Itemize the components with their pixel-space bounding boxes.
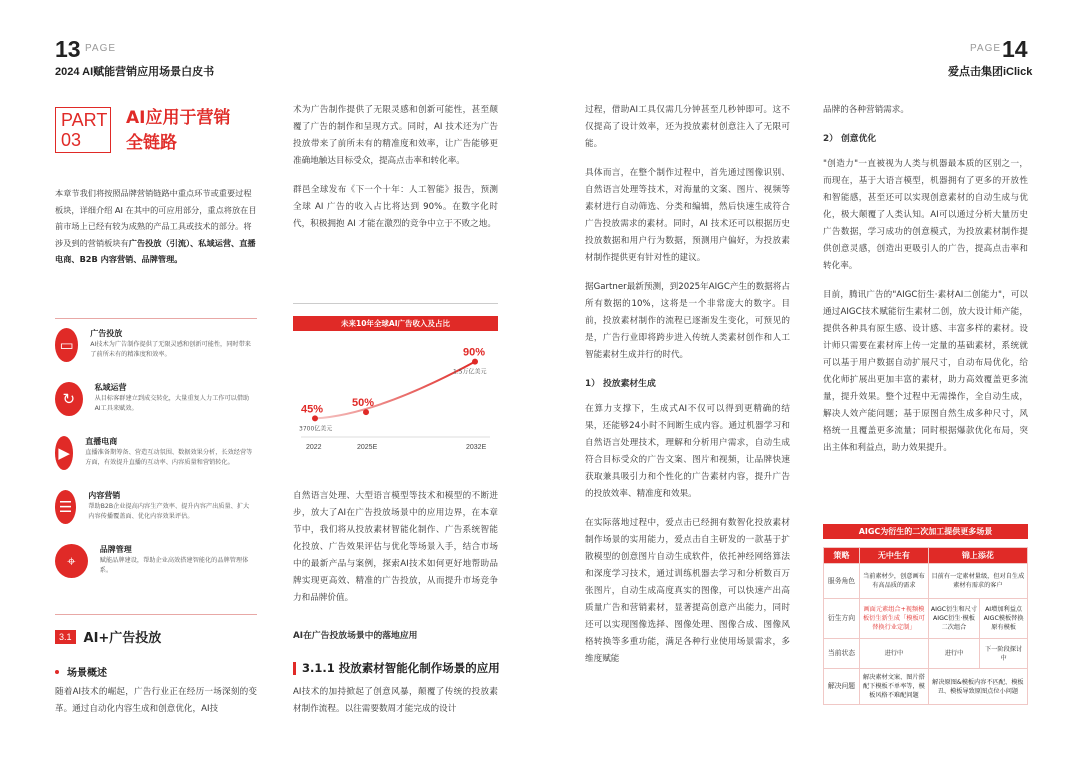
- feature-desc: 赋能品牌建设，帮助企业高效搭建智能化的品牌管理体系。: [99, 557, 249, 574]
- monitor-icon: ▭: [55, 328, 78, 362]
- paragraph: 群邑全球发布《下一个十年：人工智能》报告，预测全球 AI 广告的收入占比将达到 90%。在数字化时代，积极拥抱 AI 才能在激烈的竞争中立于不败之地。: [293, 185, 498, 229]
- table-title: AIGC为衍生的二次加工提供更多场景: [823, 524, 1028, 539]
- table-header: 无中生有: [860, 548, 929, 564]
- section-number: 3.1: [55, 630, 76, 644]
- table-row: [824, 599, 1028, 639]
- section-title: AI+广告投放: [83, 631, 162, 646]
- part-title-line-2: 全链路: [126, 133, 177, 153]
- aigc-table-block: [823, 524, 1028, 705]
- feature-item: [55, 544, 255, 598]
- feature-title: 内容营销: [88, 491, 121, 500]
- feature-desc: AI技术为广告制作提供了无限灵感和创新可能性，同时带来了前所未有的精准度和效率。: [90, 341, 251, 358]
- landing-heading: AI在广告投放场景中的落地应用: [293, 631, 418, 641]
- paragraph: 术为广告制作提供了无限灵感和创新可能性，甚至颠覆了广告的制作和呈现方式。同时，AI 技术还为广告投放带来了前所未有的精准度和效率，让广告能够更准确地触达目标受众，提高点击率和转化率。: [293, 105, 498, 166]
- table-cell: 进行中: [860, 639, 929, 669]
- table-cell: 目前有一定素材量级，但对自生成素材有需求的客户: [928, 564, 1027, 599]
- divider: [55, 614, 257, 615]
- table-header-row: [824, 548, 1028, 564]
- table-cell: 服务角色: [824, 564, 860, 599]
- feature-desc: 直播准备期筹备、营造互动氛围、数据效果分析，长效经营等方面，有效提升直播的互动率、内容质量和营销转化。: [85, 449, 253, 466]
- heading-bar: [293, 662, 296, 675]
- revenue-chart: [293, 316, 498, 458]
- paragraph: 在算力支撑下，生成式AI不仅可以得到更精确的结果，还能够24小时不间断生成内容。通过机器学习和自然语言处理技术，理解和分析用户需求，自动生成符合目标受众的广告文案、图片和视频，让品牌快速获取兼具吸引力和个性化的广告素材内容，提升广告的投放效率、精准度和效果。: [585, 404, 790, 499]
- feature-title: 私域运营: [94, 383, 127, 392]
- table-cell: 衍生方向: [824, 599, 860, 639]
- feature-item: [55, 328, 255, 382]
- part-label-box: [55, 107, 111, 153]
- paragraph: 据Gartner最新预测，到2025年AIGC产生的数据将占所有数据的10%，这将是一个非常庞大的数字。目前，投放素材制作的流程已逐渐发生变化，可预见的是，广告行业即将跨步进入传统人类素材创作和人工智能素材生成并行的时代。: [585, 282, 790, 360]
- paragraph: 品牌的各种营销需求。: [823, 105, 909, 115]
- left-page-number: 13: [55, 36, 81, 62]
- intro-bold: 广告投放（引流）、私域运营、直播电商、B2B 内容营销、品牌管理。: [55, 237, 256, 264]
- table-cell: 当前素材少，创意画布有高品质的需求: [860, 564, 929, 599]
- feature-title: 品牌管理: [99, 545, 132, 554]
- left-page-label: PAGE: [85, 43, 117, 54]
- intro-text: 本章节我们将按照品牌营销链路中重点环节或重要过程板块，详细介绍 AI 在其中的可应用部分，重点将放在目前市场上已经有较为成熟的产品工具或技术的部分。将涉及到的营销板块有: [55, 188, 257, 248]
- cycle-icon: ↻: [55, 382, 83, 416]
- chart-point: [472, 359, 478, 365]
- column-3: [585, 102, 790, 680]
- table-cell: 下一阶段探讨中: [980, 639, 1028, 669]
- chart-point: [363, 409, 369, 415]
- feature-desc: 帮助B2B企业提高内容生产效率、提升内容产出质量、扩大内容传播覆盖面、优化内容效果评估。: [88, 503, 250, 520]
- chart-annotation: 3700亿美元: [299, 425, 333, 433]
- subheading: 1） 投放素材生成: [585, 379, 656, 389]
- chart-point: [312, 415, 318, 421]
- table-header: 锦上添花: [928, 548, 1027, 564]
- left-running-header: 2024 AI赋能营销应用场景白皮书: [55, 66, 215, 78]
- subheading: 2） 创意优化: [823, 134, 877, 144]
- part-title: [126, 106, 230, 156]
- table-row: [824, 639, 1028, 669]
- paragraph: "创造力"一直被视为人类与机器最本质的区别之一，而现在，基于大语言模型，机器拥有了更多的开放性和智能感，甚至还可以实现创意素材的自动生成与优化，极大颠覆了人类认知。AI可以通过分析大量历史广告数据，学习成功的创意模式，为投放素材制作提供创意灵感，创造出更吸引人的广告，提高点击率和转化率。: [823, 159, 1028, 271]
- chapter-intro: [55, 185, 257, 268]
- subsection-heading: [293, 660, 500, 676]
- table-row: [824, 669, 1028, 705]
- table-row: [824, 564, 1028, 599]
- part-label-number: 03: [61, 130, 82, 150]
- feature-item: [55, 436, 255, 490]
- feature-title: 广告投放: [90, 329, 123, 338]
- document-icon: ☰: [55, 490, 76, 524]
- column-2-top: [293, 102, 498, 245]
- right-running-header: 爱点击集团iClick: [948, 66, 1033, 78]
- overview-title: 场景概述: [67, 668, 107, 679]
- table-cell: AIGC衍生和尺寸AIGC衍生·模板二次组合: [928, 599, 979, 639]
- play-icon: ▶: [55, 436, 73, 470]
- right-page-label: PAGE: [970, 43, 1002, 54]
- overview-text: 随着AI技术的崛起，广告行业正在经历一场深刻的变革。通过自动化内容生成和创意优化，AI技: [55, 687, 257, 714]
- table-header: 策略: [824, 548, 860, 564]
- table-cell: 当前状态: [824, 639, 860, 669]
- divider: [55, 318, 257, 319]
- paragraph: 过程，借助AI工具仅需几分钟甚至几秒钟即可。这不仅提高了设计效率，还为投放素材创意注入了无限可能。: [585, 105, 790, 149]
- chart-tick-label: 2025E: [357, 444, 378, 451]
- section-heading: [55, 627, 161, 646]
- paragraph: 具体而言，在整个制作过程中，首先通过图像识别、自然语言处理等技术，对海量的文案、图片、视频等素材进行自动筛选、分类和编辑，然后快速生成符合广告投放需求的素材。同时，AI 技术还可以根据历史投放数据和用户行为数据，预测用户偏好，为投放素材制作提供更有针对性的建议。: [585, 168, 790, 263]
- chart-canvas: [293, 331, 498, 458]
- bullet-icon: [55, 670, 59, 674]
- chart-tick-label: 2022: [306, 444, 322, 451]
- feature-desc: 从目标客群建立到成交转化，大量重复人力工作可以借助AI工具来赋效。: [94, 395, 250, 412]
- table-cell: AI增加利益点AIGC模板替换原有模板: [980, 599, 1028, 639]
- chart-title: 未来10年全球AI广告收入及占比: [293, 316, 498, 331]
- column-4: [823, 102, 1028, 469]
- paragraph: 目前，腾讯广告的"AIGC衍生·素材AI二创能力"，可以通过AIGC技术赋能衍生素材二创，放大设计师产能，提供各种具有原生感、设计感、丰富多样的素材。设计师只需要在素材库上传一定量的基础素材，系统就可以基于用户数据自动扩展尺寸，自动布局优化，给优化师扩展出更加丰富的素材，助力高效覆盖更多流量，提升效果。整个过程中无需操作，全自动生成，解决人效产能问题；基于原图自然生成多种尺寸，风格统一且覆盖更多流量；同时根据爆款优化布局，突出主体和利益点，助力效果提升。: [823, 290, 1028, 453]
- chart-value-label: 90%: [463, 346, 486, 359]
- part-label-word: PART: [61, 110, 108, 130]
- column-2-mid: 自然语言处理、大型语言模型等技术和模型的不断进步，放大了AI在广告投放场景中的应用边界，在本章节中，我们将从投放素材智能化制作、广告系统智能化投放、广告效果评估与优化等场景入手，结合市场中的最新产品与案例，探索AI技术如何更好地帮助品牌实现更高效、精准的广告投放，从而提升市场竞争力和品牌价值。: [293, 491, 498, 603]
- column-2-bottom: AI技术的加持掀起了创意风暴，颠覆了传统的投放素材制作流程。以往需要数周才能完成的设计: [293, 687, 498, 714]
- right-page-number: 14: [1002, 36, 1028, 62]
- overview-heading: [55, 664, 107, 679]
- chart-tick-label: 2032E: [466, 444, 487, 451]
- chart-value-label: 45%: [301, 403, 324, 416]
- part-title-line-1: AI应用于营销: [126, 108, 231, 128]
- subsection-title: 3.1.1 投放素材智能化制作场景的应用: [302, 661, 500, 675]
- feature-list: [55, 328, 255, 598]
- feature-title: 直播电商: [85, 437, 118, 446]
- feature-item: [55, 490, 255, 544]
- paragraph: 在实际落地过程中，爱点击已经拥有数智化投放素材制作场景的实用能力，爱点击自主研发的一款基于扩散模型的创意图片自动生成软件，依托神经网络算法和深度学习技术，通过训练机器去学习和分析数百万张图片，自动生成高度真实的图像，可以快速产出高质量广告和营销素材，显著提高创意产出能力，同时还可以实现图像选择、图像处理、图像合成、图像风格转换等多重功能，满足各种行业使用场景需求，多维度赋能: [585, 518, 790, 664]
- chart-annotation: 1.5万亿美元: [453, 368, 487, 376]
- chart-value-label: 50%: [352, 397, 375, 410]
- table-cell: 画面元素组合+视频模板衍生新生成「模板可替换行业定制」: [860, 599, 929, 639]
- chart-series-line: [315, 362, 475, 419]
- aigc-table: [823, 547, 1028, 705]
- tag-icon: ⌖: [55, 544, 88, 578]
- table-cell: 解决素材文案、图片搭配下模板不单率等，模板风格不难配问题: [860, 669, 929, 705]
- divider: [293, 303, 498, 304]
- table-cell: 进行中: [928, 639, 979, 669]
- table-cell: 解决原图&模板内容不匹配、模板丑、模板导致原图点位小问题: [928, 669, 1027, 705]
- feature-item: [55, 382, 255, 436]
- table-cell: 解决问题: [824, 669, 860, 705]
